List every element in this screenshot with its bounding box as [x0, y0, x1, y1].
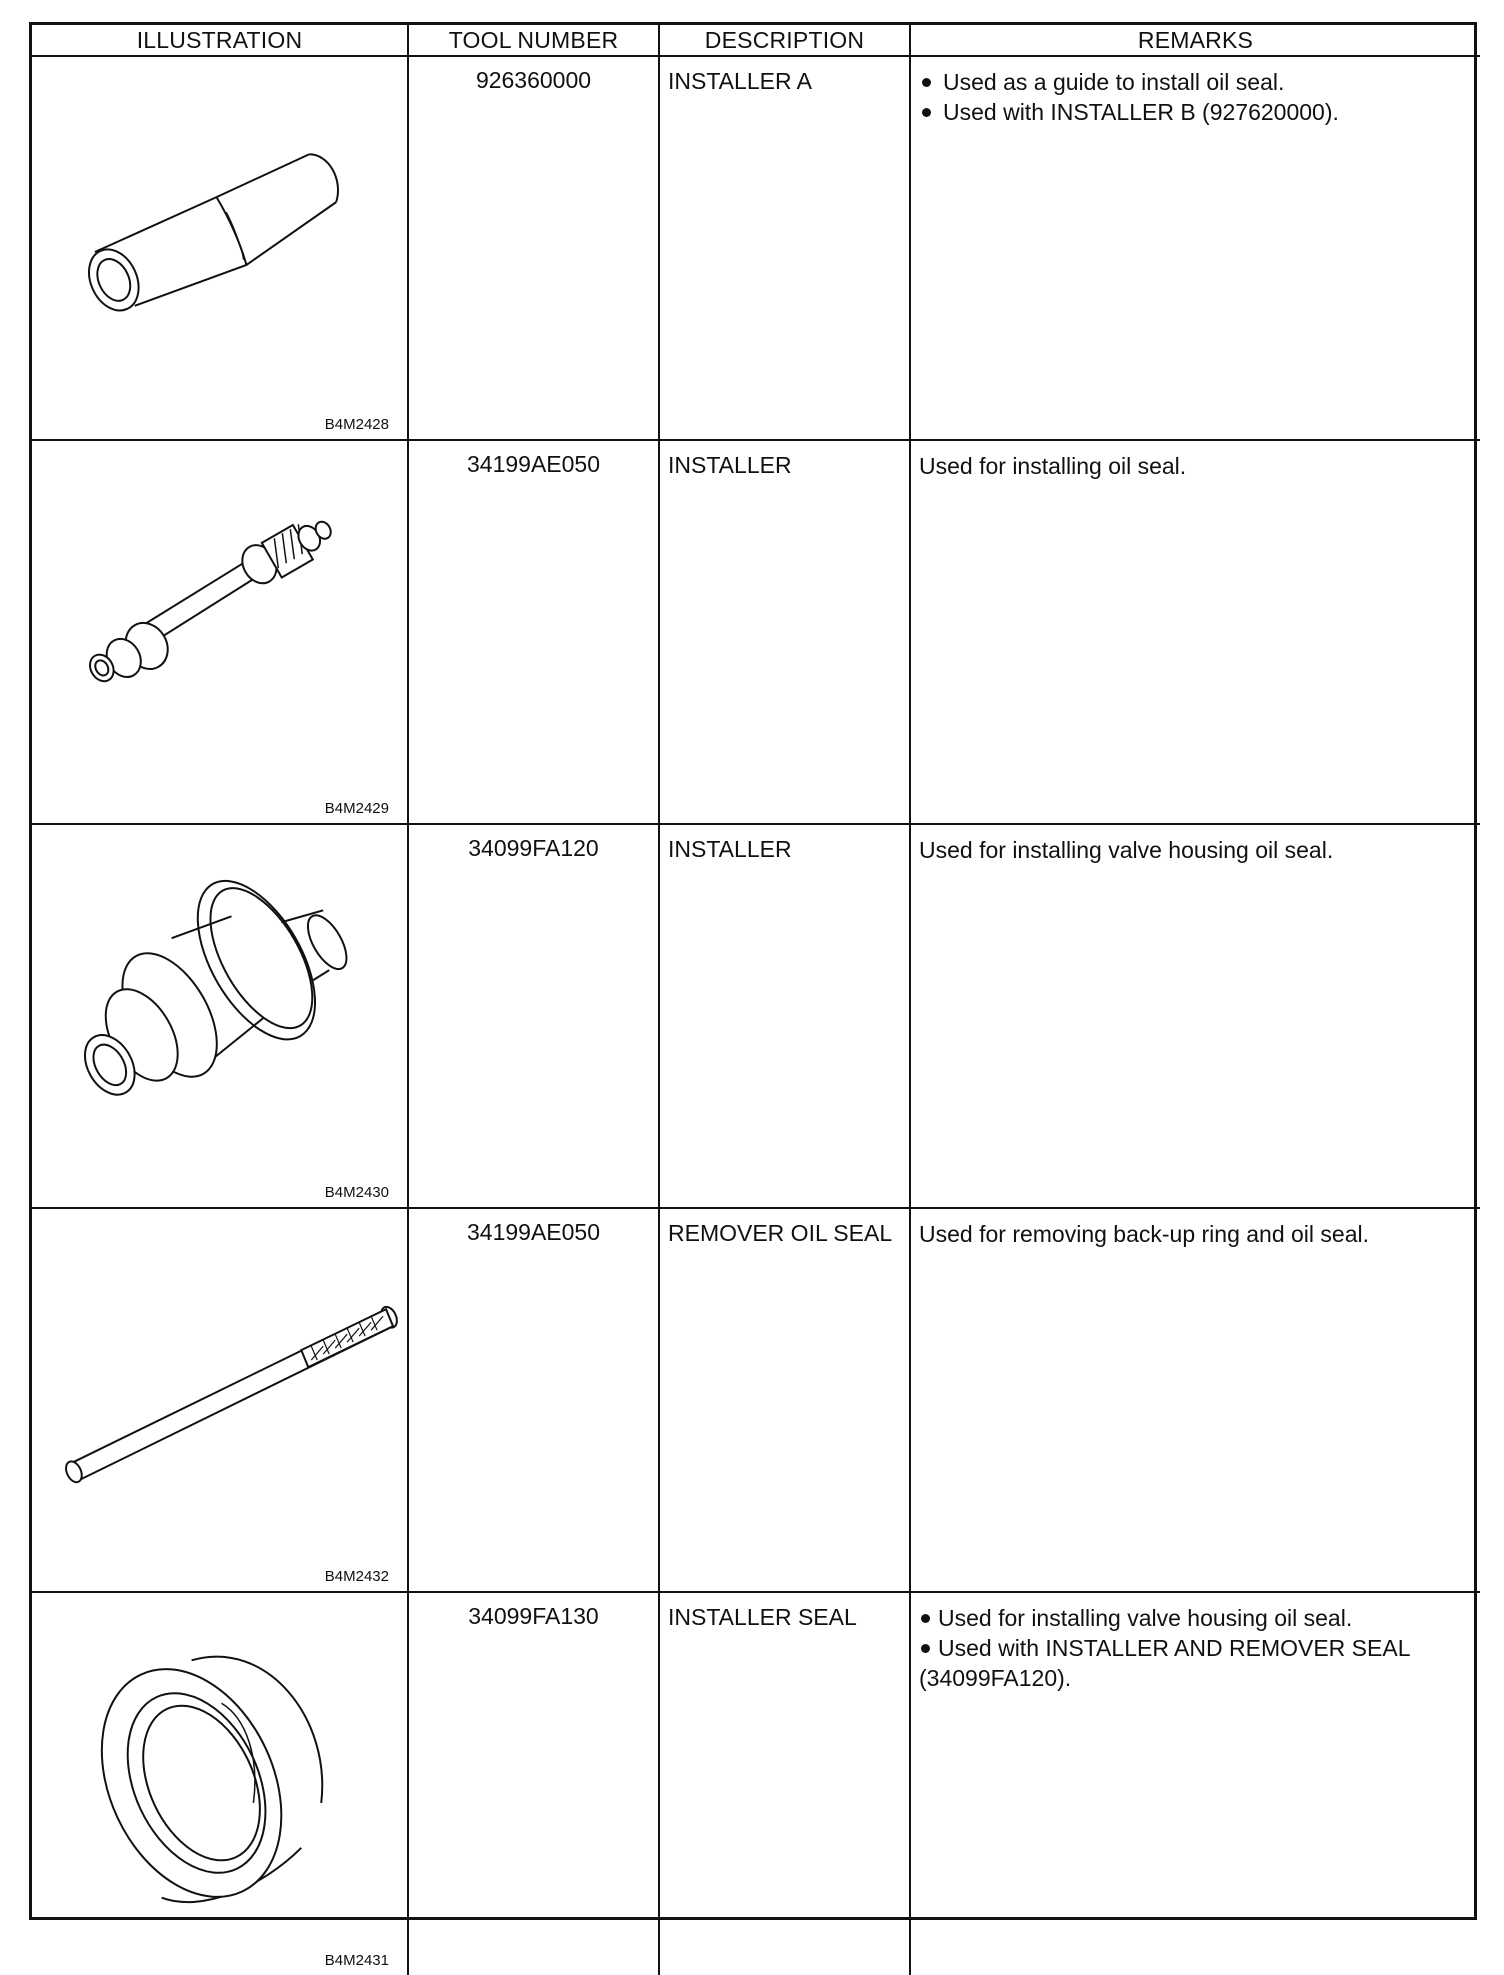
- installer-a-tool-icon: [32, 57, 407, 439]
- bullet-icon: [922, 108, 931, 117]
- header-row: [32, 25, 1480, 56]
- tool-number: 34199AE050: [408, 1208, 659, 1592]
- illustration-cell: [32, 1208, 408, 1592]
- remark-item: Used for installing valve housing oil seal.: [919, 1603, 1472, 1633]
- header-illustration: ILLUSTRATION: [32, 25, 408, 56]
- remarks-list: [919, 67, 1472, 127]
- tool-description: INSTALLER SEAL: [659, 1592, 910, 1975]
- figure-code: B4M2428: [324, 416, 389, 433]
- illustration-cell: [32, 56, 408, 440]
- bullet-icon: [921, 1614, 930, 1623]
- table-row: [32, 440, 1480, 824]
- header-description: DESCRIPTION: [659, 25, 910, 56]
- header-remarks: REMARKS: [910, 25, 1480, 56]
- special-tools-table: [32, 25, 1480, 1975]
- figure-code: B4M2431: [324, 1952, 389, 1969]
- table-row: [32, 1592, 1480, 1975]
- tool-description: INSTALLER A: [659, 56, 910, 440]
- installer-seal-ring-icon: [32, 1593, 407, 1975]
- installer-flange-tool-icon: [32, 825, 407, 1207]
- figure-code: B4M2432: [324, 1568, 389, 1585]
- installer-shaft-tool-icon: [32, 441, 407, 823]
- figure-code: B4M2429: [324, 800, 389, 817]
- special-tools-table-frame: [29, 22, 1477, 1969]
- tool-remarks: [910, 1592, 1480, 1975]
- figure-code: B4M2430: [324, 1184, 389, 1201]
- header-tool-number: TOOL NUMBER: [408, 25, 659, 56]
- tool-number: 34099FA120: [408, 824, 659, 1208]
- remark-item: Used as a guide to install oil seal.: [919, 67, 1472, 97]
- tool-remarks: [910, 56, 1480, 440]
- tool-number: 34099FA130: [408, 1592, 659, 1975]
- bullet-icon: [921, 1644, 930, 1653]
- tool-remarks: Used for installing oil seal.: [910, 440, 1480, 824]
- remarks-list: [919, 1603, 1472, 1693]
- illustration-cell: [32, 440, 408, 824]
- tool-description: INSTALLER: [659, 824, 910, 1208]
- tool-description: REMOVER OIL SEAL: [659, 1208, 910, 1592]
- table-row: [32, 1208, 1480, 1592]
- tool-description: INSTALLER: [659, 440, 910, 824]
- table-row: [32, 56, 1480, 440]
- illustration-cell: [32, 1592, 408, 1975]
- bullet-icon: [922, 78, 931, 87]
- tool-number: 926360000: [408, 56, 659, 440]
- tool-remarks: Used for removing back-up ring and oil seal.: [910, 1208, 1480, 1592]
- tool-number: 34199AE050: [408, 440, 659, 824]
- remark-item: Used with INSTALLER B (927620000).: [919, 97, 1472, 127]
- remover-rod-tool-icon: [32, 1209, 407, 1591]
- remark-item: Used with INSTALLER AND REMOVER SEAL (34099FA120).: [919, 1635, 1410, 1691]
- tool-remarks: Used for installing valve housing oil seal.: [910, 824, 1480, 1208]
- table-row: [32, 824, 1480, 1208]
- illustration-cell: [32, 824, 408, 1208]
